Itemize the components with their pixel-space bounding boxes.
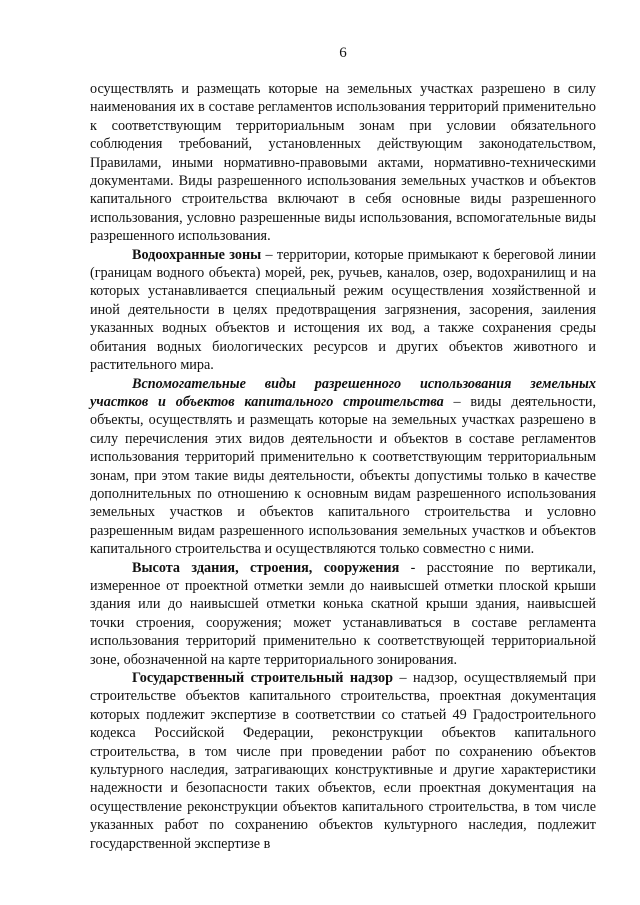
paragraph-building-height: [90, 559, 596, 669]
term-water-protection-zones: Водоохранные зоны: [132, 246, 262, 263]
definition-water-protection-zones: – территории, которые примыкают к береговой линии (границам водного объекта) морей, рек, ручьев, каналов, озер, водохранилищ и на которых устанавливается специальный режим осуществления хозяйственной и иной деятельности в целях предотвращения загрязнения, засорения, заиления указанных водных объектов и истощения их вод, а также сохранения среды обитания водных биологических ресурсов и других объектов животного и растительного мира.: [90, 246, 596, 374]
paragraph-auxiliary-use-types: [90, 375, 596, 559]
page-number: 6: [339, 45, 347, 61]
term-auxiliary-use-types: Вспомогательные виды разрешенного использования земельных участков и объектов капитального строительства: [90, 375, 596, 410]
definition-building-height: - расстояние по вертикали, измеренное от проектной отметки земли до наивысшей отметки плоской крыши здания или до наивысшей отметки конька скатной крыши здания, наивысшей точки строения, сооружения; может устанавливаться в составе регламента использования территорий применительно к соответствующей территориальной зоне, обозначенной на карте территориального зонирования.: [90, 559, 597, 668]
term-building-height: Высота здания, строения, сооружения: [132, 559, 400, 576]
paragraph-state-construction-supervision: [90, 669, 596, 853]
definition-state-construction-supervision: – надзор, осуществляемый при строительстве объектов капитального строительства, проектная документация которых подлежит экспертизе в соответствии со статьей 49 Градостроительного кодекса Российской Федерации, реконструкции объектов капитального строительства, в том числе при проведении работ по сохранению объектов культурного наследия, затрагивающих конструктивные и другие характеристики надежности и безопасности таких объектов, если проектная документация на осуществление реконструкции объектов капитального строительства, в том числе указанных работ по сохранению объектов культурного наследия, подлежит государственной экспертизе в: [90, 670, 596, 852]
paragraph-water-protection-zones: [90, 246, 596, 375]
paragraph-1-text: осуществлять и размещать которые на земельных участках разрешено в силу наименования их в составе регламентов использования территорий применительно к соответствующим территориальным зонам при условии обязательного соблюдения требований, установленных действующим законодательством, Правилами, иными нормативно-правовыми актами, нормативно-техническими документами. Виды разрешенного использования земельных участков и объектов капитального строительства включают в себя основные виды разрешенного использования, условно разрешенные виды использования, вспомогательные виды разрешенного использования.: [90, 81, 596, 245]
paragraph-1: [90, 80, 596, 246]
term-state-construction-supervision: Государственный строительный надзор: [132, 670, 394, 686]
definition-auxiliary-use-types: – виды деятельности, объекты, осуществлять и размещать которые на земельных участках разрешено в силу перечисления этих видов деятельности и объектов в составе регламентов использования территорий применительно к соответствующим территориальным зонам, при этом такие виды деятельности, объекты допустимы только в качестве дополнительных по отношению к основным видам разрешенного использования земельных участков и объектов капитального строительства и условно разрешенным видам разрешенного использования земельных участков и объектов капитального строительства и осуществляются только совместно с ними.: [90, 393, 597, 558]
